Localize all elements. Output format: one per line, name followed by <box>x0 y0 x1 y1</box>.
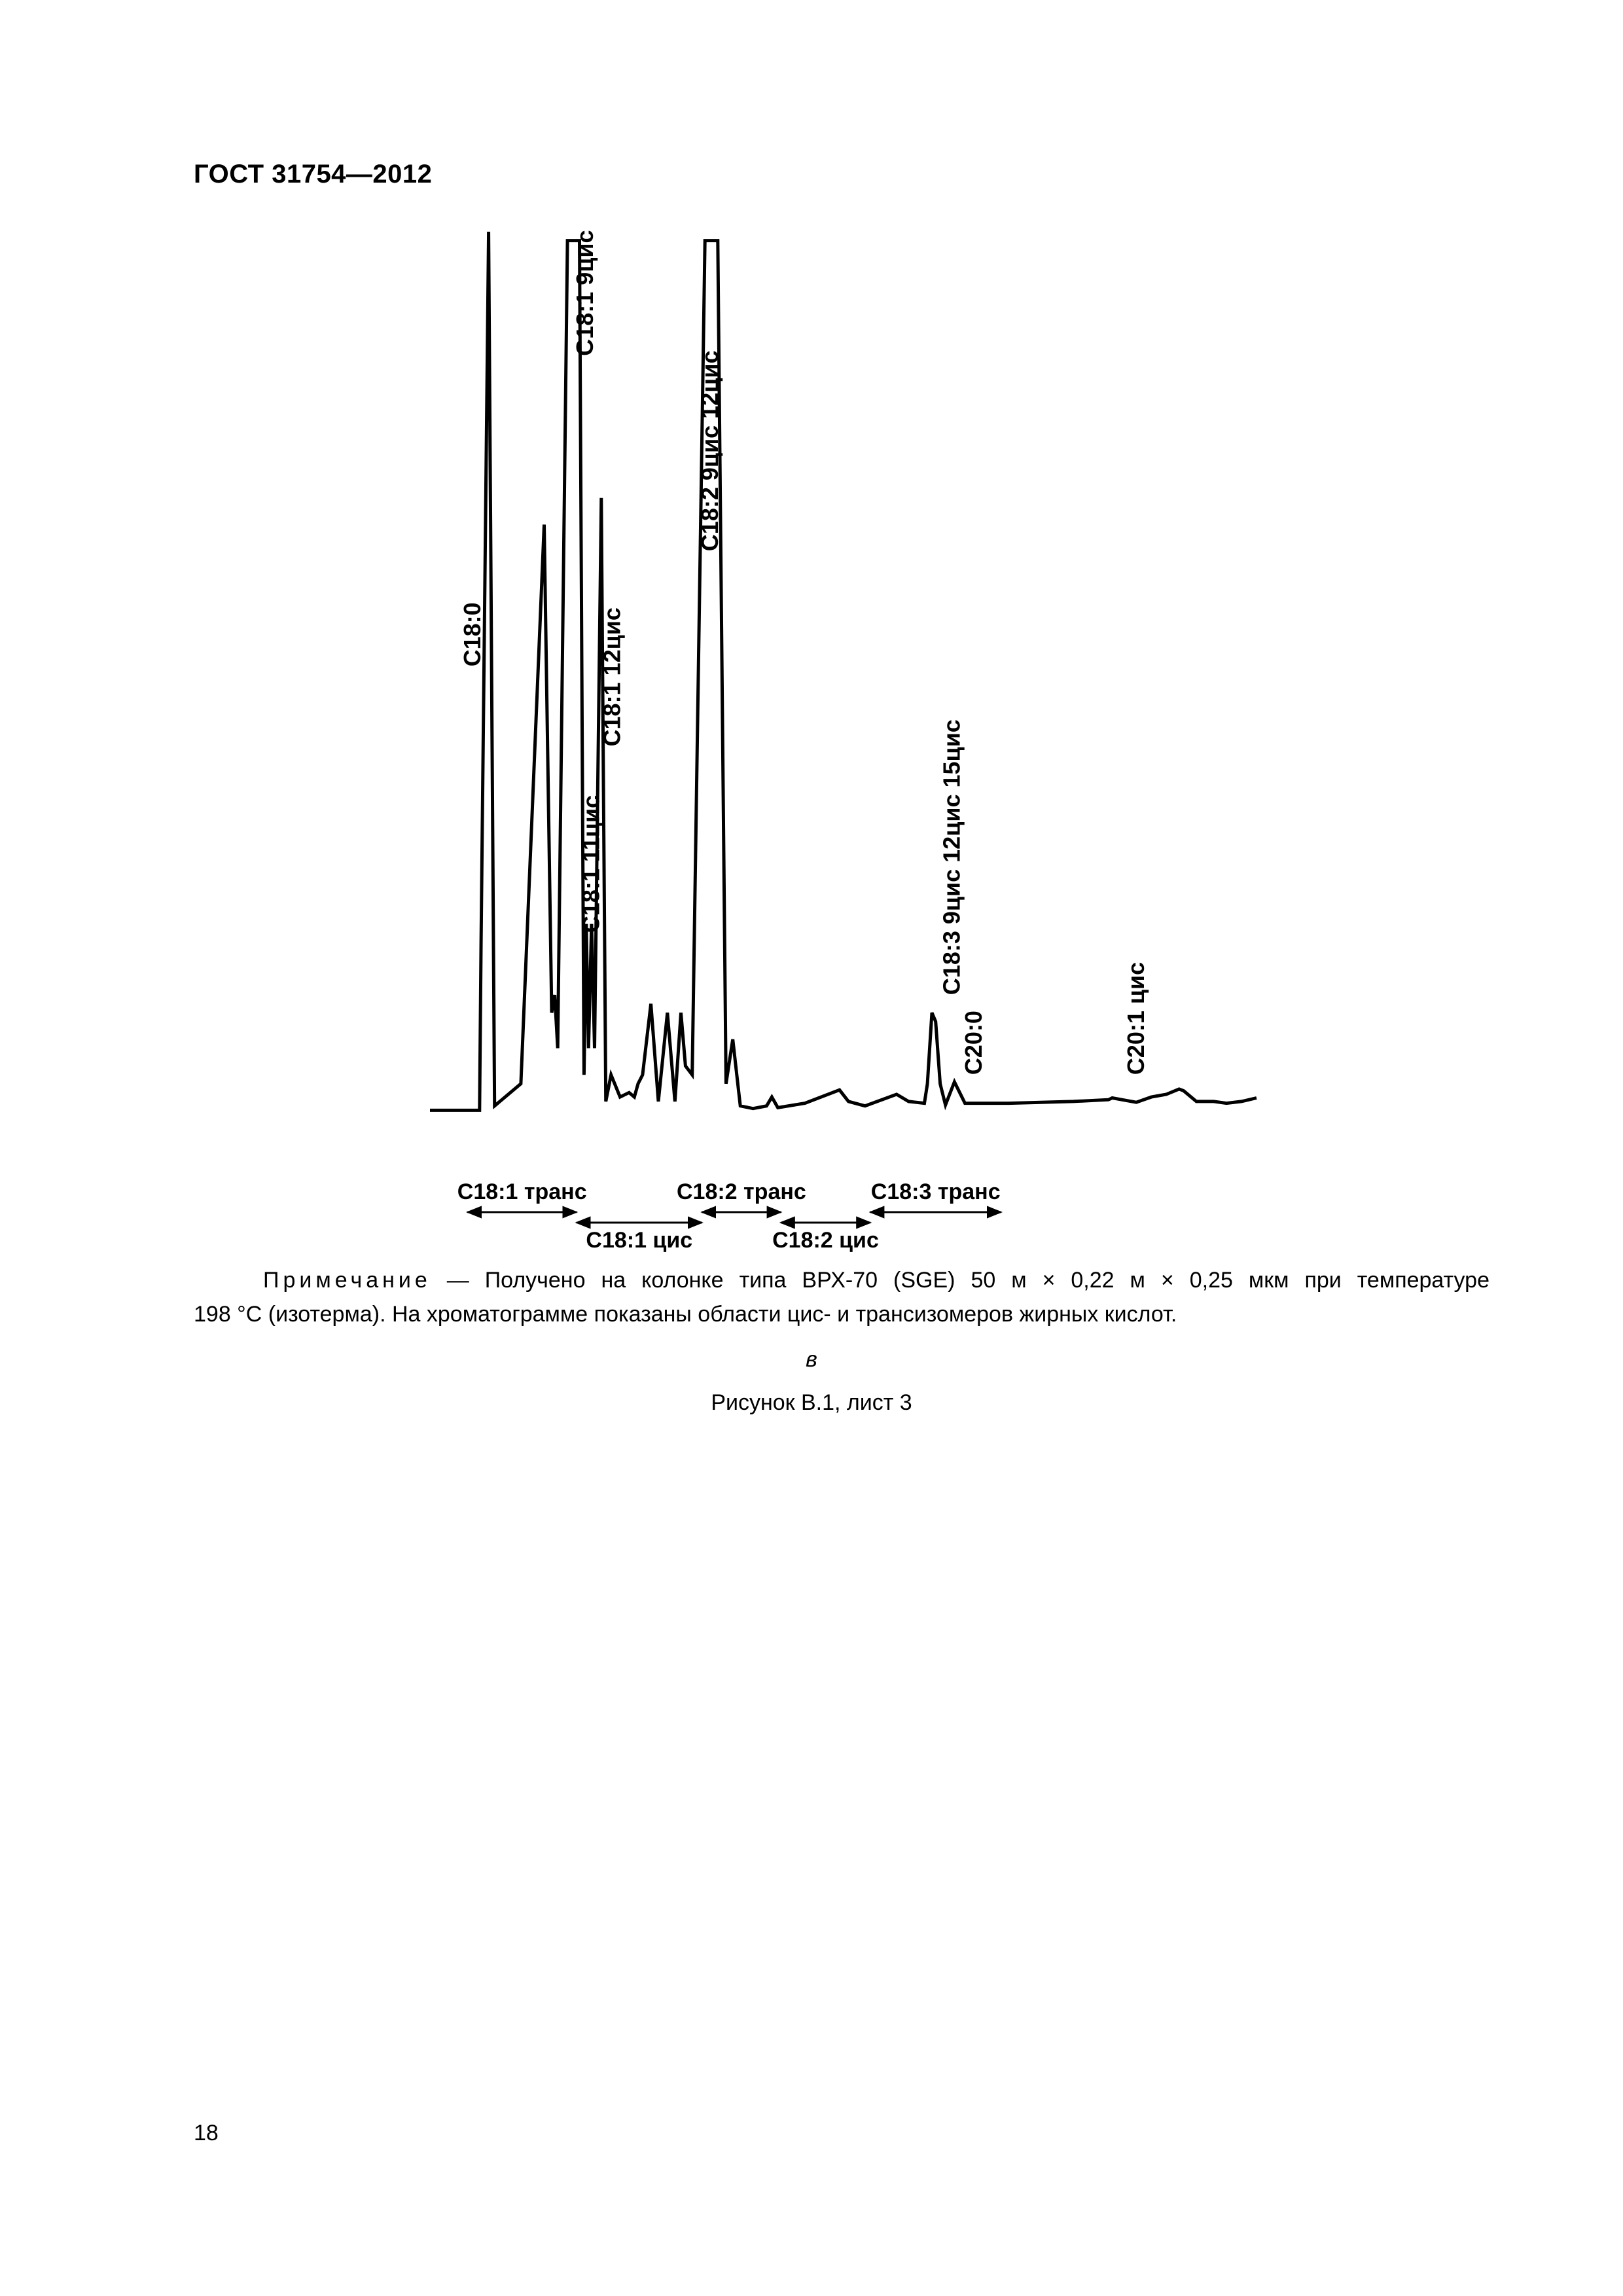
peak-label-1: C18:1 9цис <box>571 230 599 356</box>
note-lead: Примечание <box>263 1268 431 1293</box>
figure-letter: в <box>806 1347 817 1372</box>
note-line-1 <box>194 1263 1489 1297</box>
peak-label-6: C20:0 <box>959 1011 987 1075</box>
region-label-0: C18:1 транс <box>457 1179 587 1204</box>
peak-label-3: C18:1 11цис <box>577 795 605 933</box>
document-header: ГОСТ 31754—2012 <box>194 160 433 188</box>
region-label-2: C18:2 транс <box>676 1179 806 1204</box>
region-label-4: C18:3 транс <box>870 1179 1001 1204</box>
peak-label-7: C20:1 цис <box>1122 961 1149 1075</box>
note-line-2: 198 °С (изотерма). На хроматограмме показаны области цис- и трансизомеров жирных кислот. <box>194 1302 1177 1327</box>
peak-label-5: C18:3 9цис 12цис 15цис <box>938 719 965 996</box>
region-label-3: C18:2 цис <box>772 1228 879 1253</box>
note-text-1: — Получено на колонке типа ВРХ-70 (SGE) 50 м × 0,22 м × 0,25 мкм при температуре <box>446 1268 1489 1293</box>
region-label-1: C18:1 цис <box>586 1228 693 1253</box>
peak-label-4: C18:2 9цис 12цис <box>696 350 723 552</box>
peak-label-0: C18:0 <box>458 602 486 667</box>
figure-caption: Рисунок В.1, лист 3 <box>711 1390 912 1415</box>
figure-note <box>194 1263 1489 1331</box>
page-number: 18 <box>194 2121 219 2145</box>
peak-label-2: C18:1 12цис <box>598 607 626 747</box>
